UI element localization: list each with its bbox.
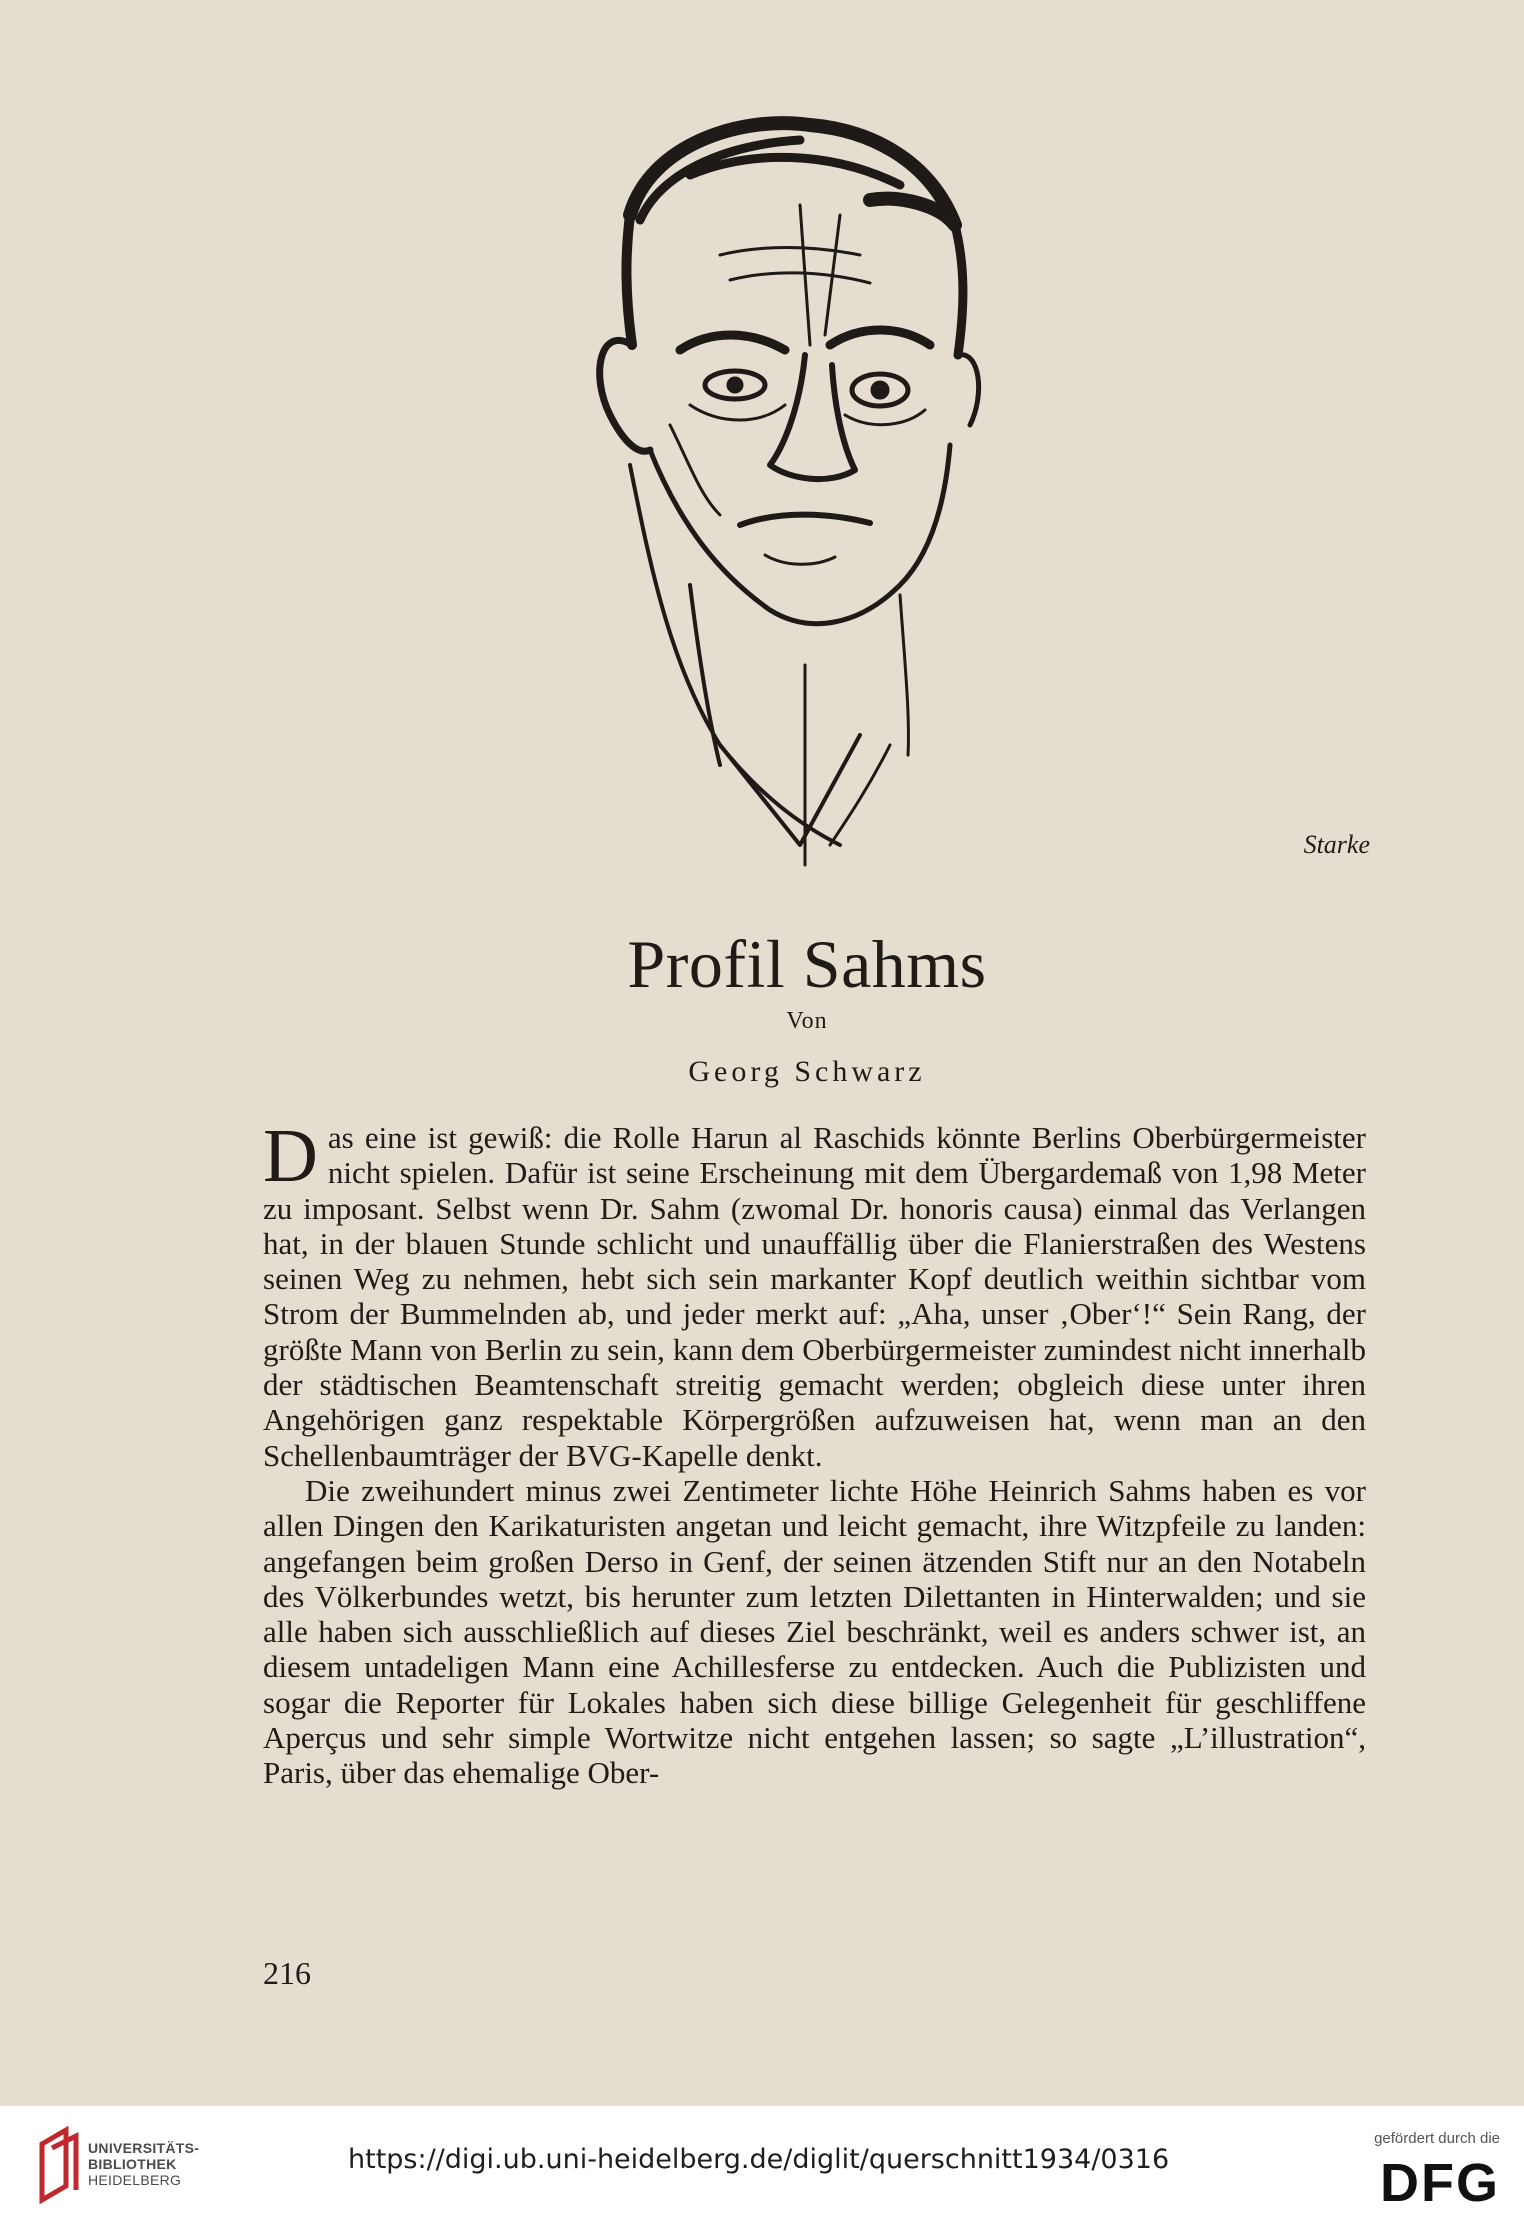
funding-note: gefördert durch die xyxy=(1374,2130,1500,2147)
drop-cap: D xyxy=(263,1114,318,1198)
footer-bar xyxy=(0,2106,1524,2219)
paragraph-1-text: as eine ist gewiß: die Rolle Harun al Raschids könnte Berlins Oberbürgermeister nicht spielen. Dafür ist seine Erscheinung mit dem Übergardemaß von 1,98 Meter zu imposant. Selbst wenn Dr. Sahm (zwomal Dr. honoris causa) einmal das Verlangen hat, in der blauen Stunde schlicht und unauffällig über die Flanierstraßen des Westens seinen Weg zu nehmen, hebt sich sein markanter Kopf deutlich weithin sichtbar vom Strom der Bummelnden ab, und jeder merkt auf: „Aha, unser ‚Ober‘!“ Sein Rang, der größte Mann von Berlin zu sein, kann dem Oberbürgermeister zumindest nicht innerhalb der städtischen Beamtenschaft streitig gemacht werden; obgleich diese unter ihren Angehörigen ganz respektable Körpergrößen aufzuweisen hat, wenn man an den Schellenbaumträger der BVG-Kapelle denkt. xyxy=(263,1120,1366,1473)
illustration-credit: Starke xyxy=(1303,830,1370,859)
paragraph-1 xyxy=(263,1114,1366,1473)
article-body xyxy=(263,1114,1366,1791)
dfg-logo: DFG xyxy=(1380,2153,1500,2213)
author-name: Georg Schwarz xyxy=(688,1055,926,1088)
paragraph-2: Die zweihundert minus zwei Zentimeter lichte Höhe Heinrich Sahms haben es vor allen Dingen den Karikaturisten angetan und leicht gemacht, ihre Witzpfeile zu landen: angefangen beim großen Derso in Genf, der seinen ätzenden Stift nur an den Notabeln des Völkerbundes wetzt, bis herunter zum letzten Dilettanten in Hinterwalden; und sie alle haben sich ausschließlich auf dieses Ziel beschränkt, weil es anders schwer ist, an diesem untadeligen Mann eine Achillesferse zu entdecken. Auch die Publizisten und sogar die Reporter für Lokales haben sich diese billige Gelegenheit für geschliffene Aperçus und sehr simple Wortwitze nicht entgehen lassen; so sagte „L’illustration“, Paris, über das ehemalige Ober- xyxy=(263,1472,1366,1791)
byline-von: Von xyxy=(786,1008,828,1034)
library-name: UNIVERSITÄTS- BIBLIOTHEK HEIDELBERG xyxy=(88,2140,200,2188)
university-library-logo-icon xyxy=(36,2126,82,2204)
permalink-url[interactable]: https://digi.ub.uni-heidelberg.de/diglit/querschnitt1934/0316 xyxy=(348,2144,1170,2175)
page-number: 216 xyxy=(263,1955,311,1991)
article-title: Profil Sahms xyxy=(627,926,987,1002)
portrait-sketch xyxy=(570,105,1030,875)
